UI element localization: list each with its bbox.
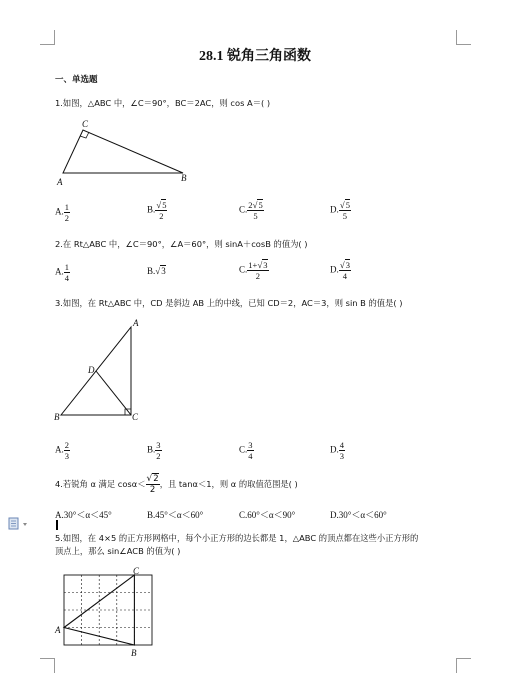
q3-median-cd <box>96 371 131 415</box>
q3-label-d: D <box>88 365 95 375</box>
q1-option-b[interactable]: B. $\frac{√5}{2}$ <box>147 200 167 221</box>
q1-label-a: A <box>57 177 63 186</box>
q3-label-a: A <box>133 318 139 328</box>
q3-option-a[interactable]: A. $\frac{2}{3}$ <box>55 440 69 461</box>
q3-option-d[interactable]: D. $\frac{4}{3}$ <box>330 440 344 461</box>
q3-option-c[interactable]: C. $\frac{3}{4}$ <box>239 440 253 461</box>
q5-grid-lines <box>64 575 152 645</box>
q5-grid-figure <box>52 565 156 659</box>
q1-option-a[interactable]: A. $\frac{1}{2}$ <box>55 202 69 223</box>
q2-option-d[interactable]: D. $\frac{√3}{4}$ <box>330 260 350 281</box>
q3-triangle-figure <box>52 318 148 424</box>
question-2-text: 2.在 Rt△ABC 中，∠C＝90°，∠A＝60°，则 sinA＋cosB 的值为( ) <box>55 239 308 249</box>
q1-label-b: B <box>181 173 187 183</box>
crop-mark-top-right <box>456 30 471 45</box>
q2-option-b[interactable]: B.√3 <box>147 266 166 276</box>
q2-option-a[interactable]: A. $\frac{1}{4}$ <box>55 262 69 283</box>
q5-label-c: C <box>133 566 140 576</box>
question-1-text: 1.如图，△ABC 中，∠C＝90°，BC＝2AC，则 cos A＝( ) <box>55 98 271 108</box>
section-heading: 一、单选题 <box>55 75 98 85</box>
question-4-text: 4.若锐角 α 满足 cosα＜ $\frac{√2}{2}$ ，且 tanα＜1，则 α 的取值范围是( ) <box>55 474 298 495</box>
q5-label-b: B <box>131 648 137 658</box>
q1-label-c: C <box>82 119 89 129</box>
q1-option-c[interactable]: C. $\frac{2√5}{5}$ <box>239 200 263 221</box>
text-cursor <box>56 520 58 530</box>
question-5-line-1: 5.如图，在 4×5 的正方形网格中，每个小正方形的边长都是 1，△ABC 的顶点都在这些小正方形的 <box>55 533 419 543</box>
q4-option-b[interactable]: B.45°＜α＜60° <box>147 510 204 520</box>
q1-option-d[interactable]: D. $\frac{√5}{5}$ <box>330 200 350 221</box>
crop-mark-bottom-left <box>40 658 55 673</box>
question-5-line-2: 顶点上，那么 sin∠ACB 的值为( ) <box>55 546 181 556</box>
question-3-text: 3.如图，在 Rt△ABC 中，CD 是斜边 AB 上的中线，已知 CD＝2，AC＝3，则 sin B 的值是( ) <box>55 298 403 308</box>
q5-triangle <box>64 575 134 645</box>
q1-triangle-figure <box>55 118 195 186</box>
q3-label-b: B <box>54 412 60 422</box>
q4-option-c[interactable]: C.60°＜α＜90° <box>239 510 296 520</box>
crop-mark-bottom-right <box>456 658 471 673</box>
q4-option-a[interactable]: A.30°＜α＜45° <box>55 510 112 520</box>
q3-option-b[interactable]: B. $\frac{3}{2}$ <box>147 440 161 461</box>
q3-label-c: C <box>132 412 139 422</box>
crop-mark-top-left <box>40 30 55 45</box>
page-title: 28.1 锐角三角函数 <box>199 49 311 64</box>
q4-option-d[interactable]: D.30°＜α＜60° <box>330 510 387 520</box>
q2-option-c[interactable]: C. $\frac{1+√3}{2}$ <box>239 260 268 281</box>
q5-label-a: A <box>55 625 61 635</box>
document-comment-icon[interactable] <box>8 517 30 536</box>
